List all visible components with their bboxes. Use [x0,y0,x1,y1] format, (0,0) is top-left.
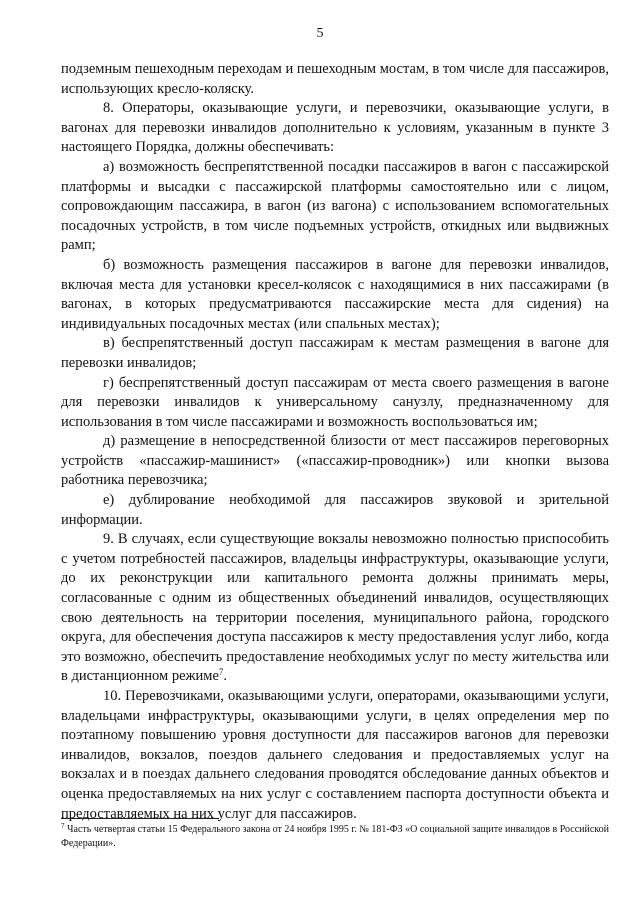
footnote-reference-suffix: . [223,668,228,685]
footnote-marker: 7 [61,822,65,830]
paragraph-item-8: 8. Операторы, оказывающие услуги, и перевозчики, оказывающие услуги, в вагонах для перевозки инвалидов дополнительно к условиям, указанным в пункте 3 настоящего Порядка, должны обеспечивать: [61,100,609,156]
paragraph-continuation: подземным пешеходным переходам и пешеходным мостам, в том числе для пассажиров, использующих кресло-коляску. [61,61,609,97]
subitem-g: г) беспрепятственный доступ пассажирам от места своего размещения в вагоне для перевозки инвалидов к универсальному санузлу, предназначенному для использования в том числе пассажирами и возможность воспользоваться им; [61,374,609,430]
paragraph-item-9-text: 9. В случаях, если существующие вокзалы невозможно полностью приспособить с учетом потребностей пассажиров, владельцы инфраструктуры, оказывающие услуги, до их реконструкции или капитального ремонта должны принимать меры, согласованные с одним из общественных объединений инвалидов, осуществляющих свою деятельность на территории поселения, муниципального района, городского округа, для обеспечения доступа пассажиров к месту предоставления услуг либо, когда это возможно, обеспечить предоставление необходимых услуг по месту жительства или в дистанционном режиме [61,531,609,685]
subitem-b: б) возможность размещения пассажиров в вагоне для перевозки инвалидов, включая места для установки кресел-колясок с находящимися в них пассажирами (в вагонах, в которых предусматриваются пассажирские места для сидения) на индивидуальных посадочных местах (или спальных местах); [61,256,609,332]
footnote [61,823,609,851]
footnote-reference: 7 [218,667,224,678]
footnote-divider [61,818,219,819]
footnote-text: Часть четвертая статьи 15 Федерального закона от 24 ноября 1995 г. № 181-ФЗ «О социальной защите инвалидов в Российской Федерации». [61,824,610,849]
subitem-e: е) дублирование необходимой для пассажиров звуковой и зрительной информации. [61,492,609,528]
body-text [61,60,609,824]
subitem-a: а) возможность беспрепятственной посадки пассажиров в вагон с пассажирской платформы и высадки с пассажирской платформы самостоятельно или с лицом, сопровождающим пассажира, в вагон (из вагона) с использованием вспомогательных посадочных устройств, в том числе подъемных устройств, откидных или выдвижных рамп; [61,158,609,254]
paragraph-item-9 [61,530,609,687]
page-number: 5 [316,26,324,41]
subitem-v: в) беспрепятственный доступ пассажирам к местам размещения в вагоне для перевозки инвалидов; [61,335,609,371]
subitem-d: д) размещение в непосредственной близости от мест пассажиров переговорных устройств «пассажир-машинист» («пассажир-проводник») или кнопки вызова работника перевозчика; [61,433,609,489]
paragraph-item-10: 10. Перевозчиками, оказывающими услуги, операторами, оказывающими услуги, владельцами инфраструктуры, оказывающими услуги, в целях определения мер по поэтапному повышению уровня доступности для пассажиров вагонов для перевозки инвалидов, вокзалов, поездов дальнего следования и предоставляемых услуг на вокзалах и в поездах дальнего следования проводятся обследование данных объектов и оценка предоставляемых на них услуг с составлением паспорта доступности объекта и предоставляемых на них услуг для пассажиров. [61,688,609,822]
